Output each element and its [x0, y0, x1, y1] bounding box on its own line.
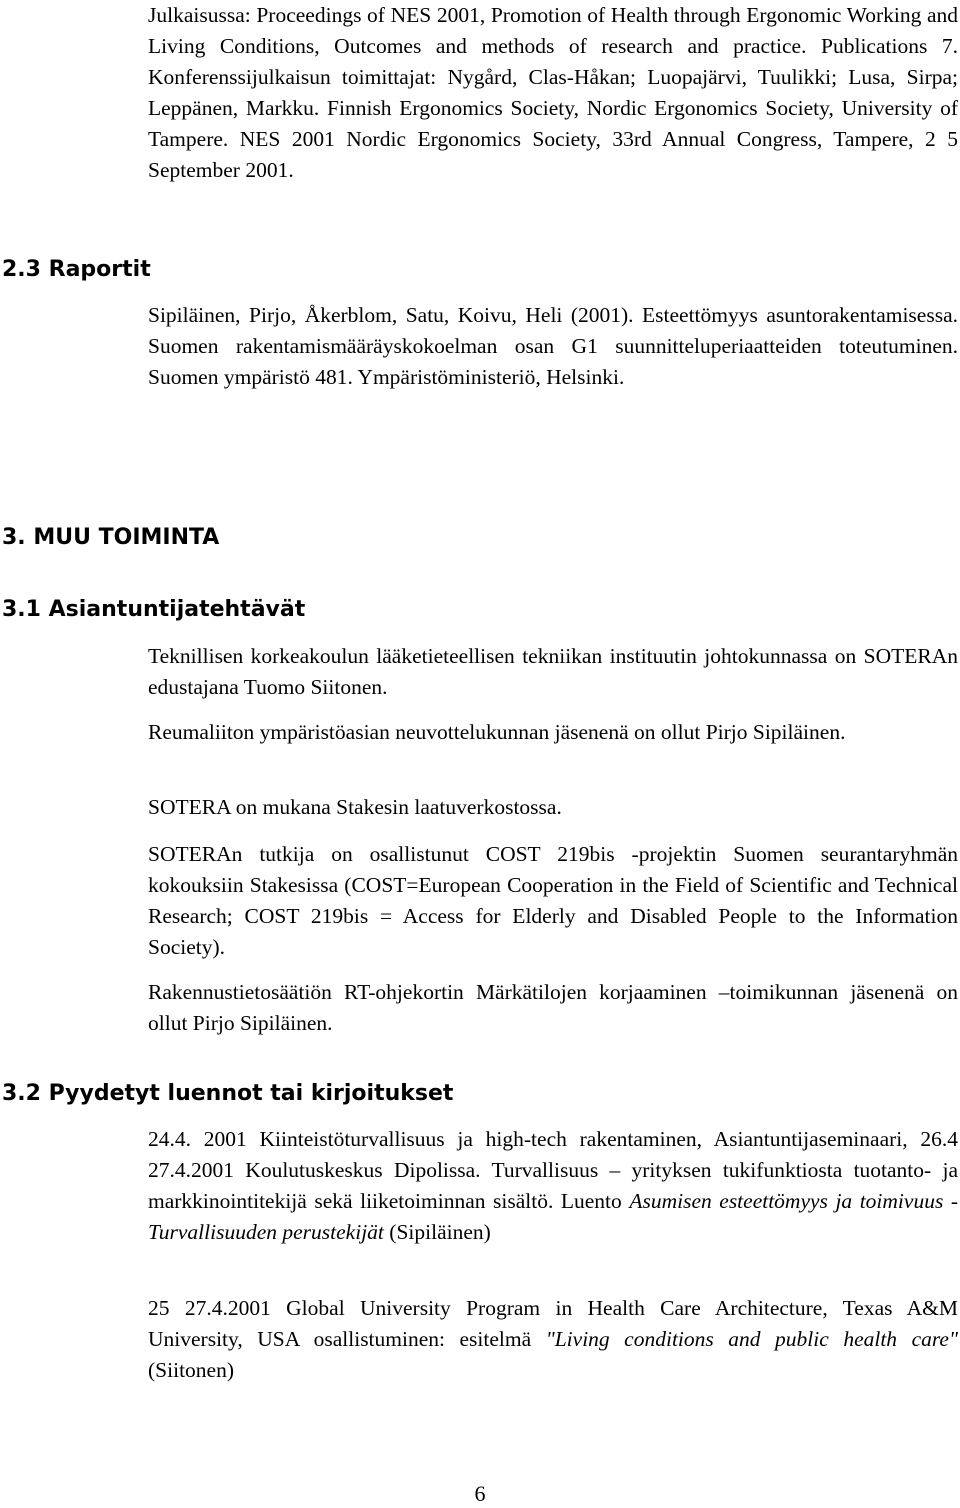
publication-paragraph: Julkaisussa: Proceedings of NES 2001, Promotion of Health through Ergonomic Working and Living Conditions, Outcomes and methods of research and practice. Publications 7. Konferenssijulkaisun toimittajat: Nygård, Clas-Håkan; Luopajärvi, Tuulikki; Lusa, Sirpa; Leppänen, Markku. Finnish Ergonomics Society, Nordic Ergonomics Society, University of Tampere. NES 2001 Nordic Ergonomics Society, 33rd Annual Congress, Tampere, 2 5 September 2001. [148, 3, 958, 182]
lecture-item-2-text: 25 27.4.2001 Global University Program in Health Care Architecture, Texas A&M University, USA osallistuminen: esitelmä [148, 1296, 958, 1351]
expert-paragraph-5: Rakennustietosäätiön RT-ohjekortin Märkätilojen korjaaminen –toimikunnan jäsenenä on ollut Pirjo Sipiläinen. [148, 980, 958, 1035]
expert-paragraph-1: Teknillisen korkeakoulun lääketieteellisen tekniikan instituutin johtokunnassa on SOTERAn edustajana Tuomo Siitonen. [148, 644, 958, 699]
page-number: 6 [474, 1481, 486, 1506]
section-3-heading: 3. MUU TOIMINTA [2, 525, 220, 550]
section-2-3-heading: 2.3 Raportit [2, 257, 151, 282]
section-3-1-heading: 3.1 Asiantuntijatehtävät [2, 597, 306, 622]
lecture-item-1-author: (Sipiläinen) [389, 1220, 491, 1244]
lecture-item-2 [148, 1293, 958, 1386]
report-paragraph: Sipiläinen, Pirjo, Åkerblom, Satu, Koivu, Heli (2001). Esteettömyys asuntorakentamisessa. Suomen rakentamismääräyskokoelman osan G1 suunnitteluperiaatteiden toteutuminen. Suomen ympäristö 481. Ympäristöministeriö, Helsinki. [148, 303, 958, 389]
expert-paragraph-2: Reumaliiton ympäristöasian neuvottelukunnan jäsenenä on ollut Pirjo Sipiläinen. [148, 720, 846, 744]
lecture-item-2-author: (Siitonen) [148, 1358, 234, 1382]
lecture-item-1-title: Asumisen esteettömyys ja toimivuus - Turvallisuuden perustekijät [148, 1189, 959, 1244]
expert-paragraph-4: SOTERAn tutkija on osallistunut COST 219bis -projektin Suomen seurantaryhmän kokouksiin Stakesissa (COST=European Cooperation in the Field of Scientific and Technical Research; COST 219bis = Access for Elderly and Disabled People to the Information Society). [148, 842, 958, 959]
expert-paragraph-3: SOTERA on mukana Stakesin laatuverkostossa. [148, 795, 562, 819]
lecture-item-1-text: 24.4. 2001 Kiinteistöturvallisuus ja high-tech rakentaminen, Asiantuntijaseminaari, 26.4 27.4.2001 Koulutuskeskus Dipolissa. Turvallisuus – yrityksen tukifunktiosta tuotanto- ja markkinointitekijä sekä liiketoiminnan sisältö. Luento [148, 1127, 958, 1213]
lecture-item-1 [148, 1124, 958, 1248]
section-3-2-heading: 3.2 Pyydetyt luennot tai kirjoitukset [2, 1081, 454, 1106]
lecture-item-2-title: "Living conditions and public health care" [545, 1327, 959, 1351]
